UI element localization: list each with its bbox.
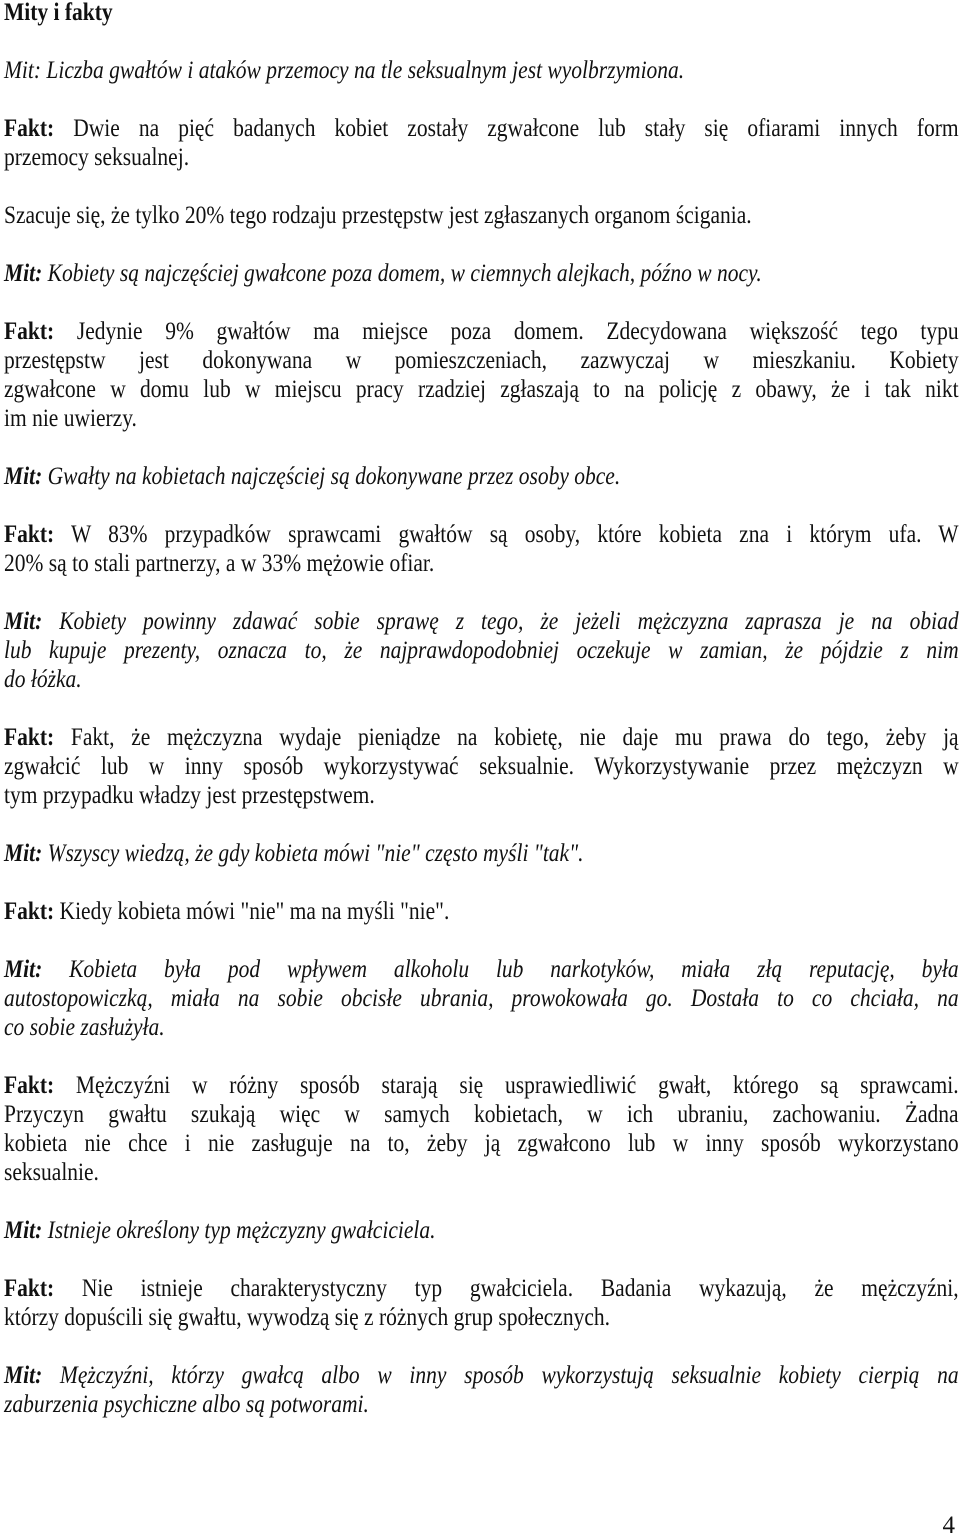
text-line: [4, 56, 959, 85]
myth-label: Mit:: [4, 1217, 43, 1244]
text-line: [4, 607, 959, 636]
line-text: do łóżka.: [4, 666, 82, 693]
line-text: Jedynie 9% gwałtów ma miejsce poza domem. Zdecydowana większość tego typu: [76, 318, 959, 345]
myth-label: Mit:: [4, 1362, 43, 1389]
line-text: 20% są to stali partnerzy, a w 33% mężowie ofiar.: [4, 550, 435, 577]
myth-label: Mit:: [4, 840, 43, 867]
line-text: autostopowiczką, miała na sobie obcisłe ubrania, prowokowała go. Dostała to co chciała, na: [4, 985, 959, 1012]
line-text: lub kupuje prezenty, oznacza to, że najprawdopodobniej oczekuje w zamian, że pójdzie z nim: [4, 637, 959, 664]
text-line: [4, 1274, 959, 1303]
line-text: Gwałty na kobietach najczęściej są dokonywane przez osoby obce.: [47, 463, 621, 490]
line-text: Mężczyźni, którzy gwałcą albo w inny sposób wykorzystują seksualnie kobiety cierpią na: [59, 1362, 959, 1389]
text-line: [4, 1158, 959, 1187]
fact-paragraph: [4, 1071, 959, 1187]
text-line: [4, 1013, 959, 1042]
myth-paragraph: [4, 607, 959, 694]
document-page: [4, 0, 959, 1448]
line-text: W 83% przypadków sprawcami gwałtów są osoby, które kobieta zna i którym ufa. W: [70, 521, 959, 548]
fact-label: Fakt:: [4, 1072, 55, 1099]
text-line: [4, 839, 959, 868]
text-line: [4, 984, 959, 1013]
text-paragraph: [4, 201, 959, 230]
label-separator: [54, 1072, 76, 1099]
text-line: [4, 549, 959, 578]
text-line: [4, 114, 959, 143]
line-text: Nie istnieje charakterystyczny typ gwałciciela. Badania wykazują, że mężczyźni,: [81, 1275, 959, 1302]
myth-paragraph: [4, 1216, 959, 1245]
fact-label: Fakt:: [4, 724, 55, 751]
myth-label: Mit:: [4, 956, 43, 983]
line-text: Istnieje określony typ mężczyzny gwałciciela.: [47, 1217, 436, 1244]
text-line: [4, 665, 959, 694]
line-text: Dwie na pięć badanych kobiet zostały zgwałcone lub stały się ofiarami innych form: [73, 115, 959, 142]
line-text: zgwałcić lub w inny sposób wykorzystywać seksualnie. Wykorzystywanie przez mężczyzn w: [4, 753, 959, 780]
label-separator: [54, 115, 73, 142]
text-line: [4, 636, 959, 665]
line-text: zaburzenia psychiczne albo są potworami.: [4, 1391, 369, 1418]
line-text: zgwałcone w domu lub w miejscu pracy rzadziej zgłaszają to na policję z obawy, że i tak nikt: [4, 376, 959, 403]
text-line: [4, 781, 959, 810]
fact-paragraph: [4, 520, 959, 578]
line-text: Fakt, że mężczyzna wydaje pieniądze na kobietę, nie daje mu prawa do tego, żeby ją: [70, 724, 959, 751]
myth-paragraph: [4, 56, 959, 85]
label-separator: [42, 608, 59, 635]
line-text: tym przypadku władzy jest przestępstwem.: [4, 782, 375, 809]
label-separator: [54, 318, 77, 345]
text-line: [4, 897, 959, 926]
myth-label: Mit:: [4, 608, 43, 635]
text-line: [4, 404, 959, 433]
line-text: Kobiety powinny zdawać sobie sprawę z tego, że jeżeli mężczyzna zaprasza je na obiad: [59, 608, 959, 635]
myth-paragraph: [4, 955, 959, 1042]
line-text: przestępstw jest dokonywana w pomieszczeniach, zazwyczaj w mieszkaniu. Kobiety: [4, 347, 959, 374]
fact-paragraph: [4, 1274, 959, 1332]
fact-label: Fakt:: [4, 898, 55, 925]
text-line: [4, 723, 959, 752]
myth-label: Mit:: [4, 260, 43, 287]
text-line: [4, 1129, 959, 1158]
line-text: im nie uwierzy.: [4, 405, 137, 432]
page-title: Mity i fakty: [4, 0, 113, 26]
line-text: Wszyscy wiedzą, że gdy kobieta mówi "nie" często myśli "tak".: [47, 840, 584, 867]
line-text: co sobie zasłużyła.: [4, 1014, 165, 1041]
myths-facts-list: [4, 56, 959, 1419]
fact-paragraph: [4, 114, 959, 172]
line-text: Szacuje się, że tylko 20% tego rodzaju przestępstw jest zgłaszanych organom ścigania.: [4, 202, 752, 229]
text-line: [4, 955, 959, 984]
line-text: seksualnie.: [4, 1159, 99, 1186]
myth-paragraph: [4, 1361, 959, 1419]
line-text: którzy dopuścili się gwałtu, wywodzą się z różnych grup społecznych.: [4, 1304, 611, 1331]
text-line: [4, 1071, 959, 1100]
fact-paragraph: [4, 723, 959, 810]
page-number: 4: [942, 1512, 955, 1539]
myth-label: Mit: [4, 57, 34, 84]
fact-label: Fakt:: [4, 318, 55, 345]
fact-label: Fakt:: [4, 1275, 55, 1302]
fact-paragraph: [4, 897, 959, 926]
text-line: [4, 752, 959, 781]
fact-paragraph: [4, 317, 959, 433]
text-line: [4, 317, 959, 346]
text-line: [4, 462, 959, 491]
line-text: Liczba gwałtów i ataków przemocy na tle seksualnym jest wyolbrzymiona.: [46, 57, 685, 84]
myth-label: Mit:: [4, 463, 43, 490]
line-text: Przyczyn gwałtu szukają więc w samych kobietach, w ich ubraniu, zachowaniu. Żadna: [4, 1101, 959, 1128]
label-separator: [54, 521, 71, 548]
myth-paragraph: [4, 259, 959, 288]
line-text: Kobiety są najczęściej gwałcone poza domem, w ciemnych alejkach, późno w nocy.: [47, 260, 762, 287]
fact-label: Fakt:: [4, 115, 55, 142]
label-separator: [54, 724, 71, 751]
text-line: [4, 346, 959, 375]
label-separator: :: [33, 57, 47, 84]
line-text: Kiedy kobieta mówi "nie" ma na myśli "nie".: [59, 898, 450, 925]
line-text: Mężczyźni w różny sposób starają się usprawiedliwić gwałt, którego są sprawcami.: [75, 1072, 959, 1099]
text-line: [4, 1303, 959, 1332]
label-separator: [42, 1362, 60, 1389]
text-line: [4, 1361, 959, 1390]
text-line: [4, 375, 959, 404]
line-text: Kobieta była pod wpływem alkoholu lub narkotyków, miała złą reputację, była: [69, 956, 959, 983]
fact-label: Fakt:: [4, 521, 55, 548]
text-line: [4, 520, 959, 549]
myth-paragraph: [4, 839, 959, 868]
text-line: [4, 143, 959, 172]
text-line: [4, 1100, 959, 1129]
text-line: [4, 201, 959, 230]
myth-paragraph: [4, 462, 959, 491]
text-line: [4, 1216, 959, 1245]
line-text: kobieta nie chce i nie zasługuje na to, żeby ją zgwałcono lub w inny sposób wykorzystano: [4, 1130, 959, 1157]
text-line: [4, 259, 959, 288]
text-line: [4, 1390, 959, 1419]
line-text: przemocy seksualnej.: [4, 144, 190, 171]
label-separator: [54, 1275, 82, 1302]
label-separator: [42, 956, 69, 983]
